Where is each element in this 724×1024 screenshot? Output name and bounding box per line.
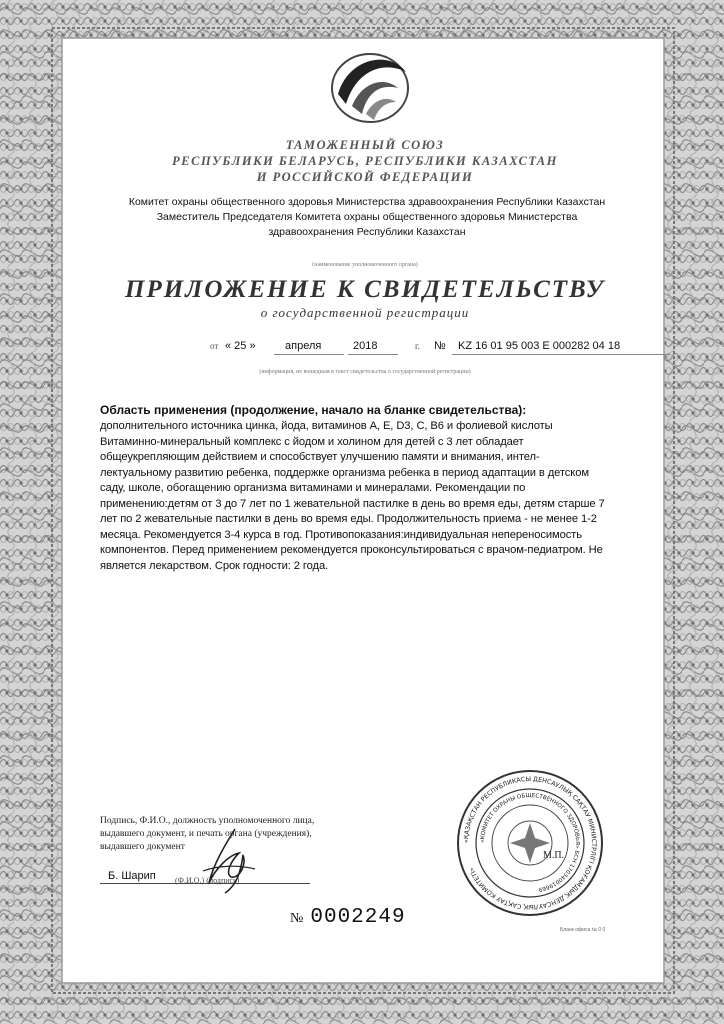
document-number [290, 906, 406, 929]
body-line: является лекарством. Срок годности: 2 года. [100, 559, 329, 572]
body-line: компонентов. Перед применением рекомендуется проконсультироваться с врачом-педиатром. Не [100, 544, 603, 556]
number-value: 0002249 [310, 906, 406, 929]
body-line: общеукрепляющим действием и способствует улучшению памяти и внимания, интел- [100, 451, 540, 463]
footer-tiny: Бланк офиса № 0 0 [560, 927, 606, 933]
registration-note: (информация, не вошедшая в текст свидетельства о государственной регистрации) [259, 369, 471, 375]
document-title: ПРИЛОЖЕНИЕ К СВИДЕТЕЛЬСТВУ [125, 276, 605, 303]
reg-day: « 25 » [225, 340, 256, 352]
signature-caption-line: выдавшего документ, и печать органа (учреждения), [100, 829, 312, 839]
union-line-2: РЕСПУБЛИКИ БЕЛАРУСЬ, РЕСПУБЛИКИ КАЗАХСТАН [172, 154, 558, 168]
body-heading: Область применения (продолжение, начало на бланке свидетельства): [100, 403, 527, 417]
document-subtitle: о государственной регистрации [260, 305, 470, 320]
signatory-name: Б. Шарип [108, 870, 156, 882]
number-label: № [434, 340, 446, 352]
body-line: саду, школе, обогащению организма витаминами и минералами. Рекомендации по [100, 482, 526, 494]
stamp-inner-text: «КОМИТЕТ ОХРАНЫ ОБЩЕСТВЕННОГО ЗДОРОВЬЯ» БСН 170340019669 [479, 792, 581, 893]
customs-union-emblem [318, 44, 418, 134]
number-sign: № [290, 911, 305, 926]
union-line-1: ТАМОЖЕННЫЙ СОЮЗ [285, 138, 445, 152]
body-line: лектуальному развитию ребенка, поддержке организма ребенка в период адаптации в детском [100, 466, 589, 479]
from-label: от [210, 341, 219, 351]
union-line-3: И РОССИЙСКОЙ ФЕДЕРАЦИИ [256, 170, 474, 184]
body-line: лет по 2 жевательные пастилки в день во время еды. Продолжительность приема - не менее 1-2 [100, 513, 597, 525]
official-stamp [455, 768, 605, 918]
signature-caption-line: Подпись, Ф.И.О., должность уполномоченного лица, [100, 816, 315, 826]
committee-line-2: Заместитель Председателя Комитета охраны общественного здоровья Министерства [156, 211, 578, 223]
signature-caption-line: выдавшего документ [100, 842, 185, 852]
fio-caption: (Ф.И.О.) (подпись) [175, 876, 240, 885]
body-line: месяца. Рекомендуется 3-4 курса в год. Противопоказания:индивидуальная непереносимость [100, 528, 582, 541]
body-line: Витаминно-минеральный комплекс с йодом и холином для детей с 3 лет обладает [100, 435, 524, 448]
body-line: применению:детям от 3 до 7 лет по 1 жевательной пастилке в день во время еды, детям старше 7 [100, 497, 605, 510]
authority-caption: (наименование уполномоченного органа) [312, 262, 418, 268]
body-line: дополнительного источника цинка, йода, витаминов A, E, D3, C, B6 и фолиевой кислоты [100, 420, 553, 432]
committee-line-1: Комитет охраны общественного здоровья Министерства здравоохранения Республики Казахстан [128, 196, 606, 208]
stamp-outer-text: «ҚАЗАҚСТАН РЕСПУБЛИКАСЫ ДЕНСАУЛЫҚ САҚТАУ МИНИСТРЛІГІ ҚОҒАМДЫҚ ДЕНСАУЛЫҚ САҚТАУ КОМИТЕТІ» [462, 775, 598, 911]
reg-month: апреля [285, 340, 322, 352]
body-text [100, 419, 662, 574]
committee-line-3: здравоохранения Республики Казахстан [268, 226, 466, 238]
registration-dateline [210, 340, 670, 356]
reg-year: 2018 [353, 340, 378, 352]
year-suffix: г. [415, 341, 420, 351]
handwritten-signature [195, 825, 265, 895]
stamp-mp: М.П. [543, 850, 565, 861]
reg-number: KZ 16 01 95 003 E 000282 04 18 [458, 340, 621, 352]
